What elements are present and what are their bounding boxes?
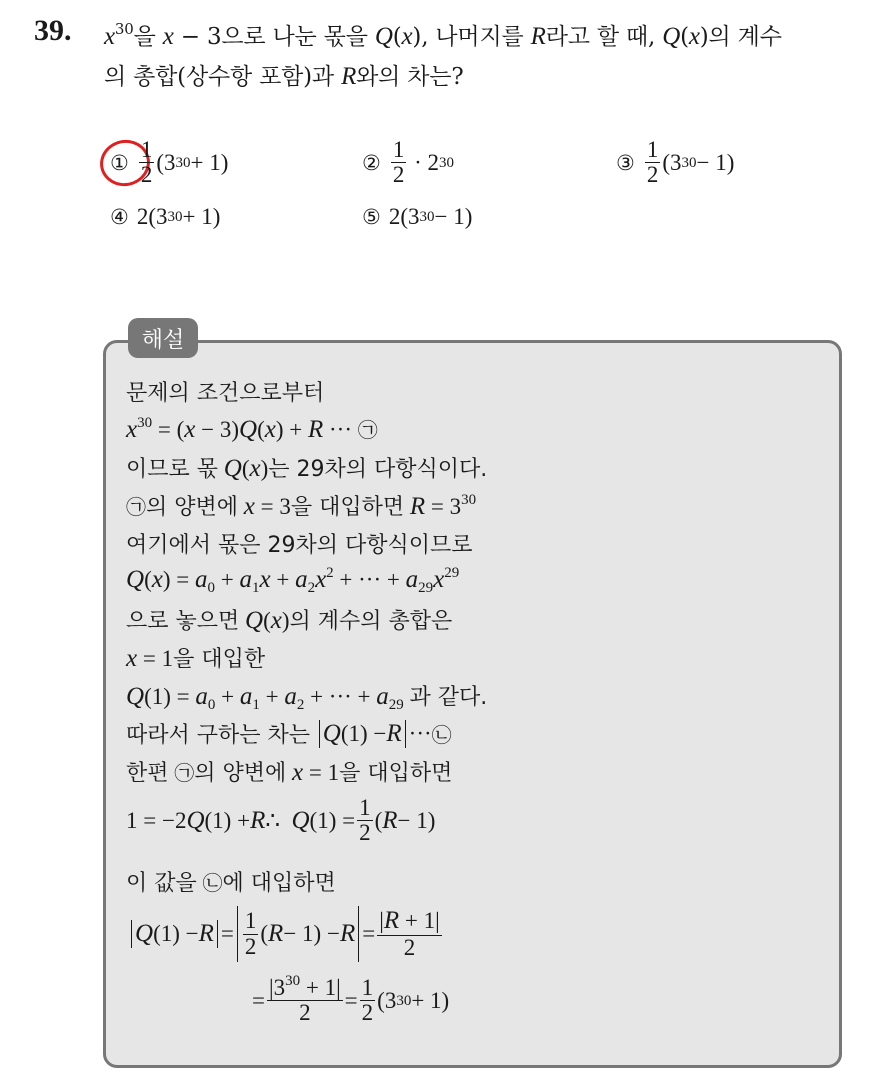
solution-line-11: 한편 ㉠의 양변에 x = 1을 대입하면 bbox=[126, 759, 453, 786]
choice-3[interactable]: ③ $\frac{1}{2}$ (3 30 − 1) bbox=[616, 137, 735, 188]
question-line-2: 의 총합(상수항 포함)과 R와의 차는? bbox=[104, 63, 464, 90]
solution-line-6: $Q(x) = a_0 + a_1x + a_2x^2$ + ··· + $a_{29}x^{29}$ bbox=[126, 565, 460, 596]
question-number: 39. bbox=[34, 14, 72, 47]
solution-line-9: $Q(1) = a_0 + a_1 + a_2$ + ··· + $a_{29}$ 과 같다. bbox=[126, 683, 488, 713]
solution-line-13: 이 값을 ㉡에 대입하면 bbox=[126, 871, 336, 896]
solution-line-7: 으로 놓으면 Q(x)의 계수의 총합은 bbox=[126, 607, 453, 634]
solution-line-4: ㉠의 양변에 x = 3을 대입하면 $R = 3^{30}$ bbox=[126, 492, 477, 520]
choice-2[interactable]: ② $\frac{1}{2}$ · 2 30 bbox=[362, 137, 454, 188]
solution-line-14: Q (1) − R = $\frac{1}{2}$ ( R − 1) − R = $\frac{|R + 1|}{2}$ bbox=[128, 906, 444, 962]
choice-5[interactable]: ⑤ 2(3 30 − 1) bbox=[362, 204, 473, 229]
solution-line-2: $x^{30} = (x - 3)Q(x) + R$ ··· ㉠ bbox=[126, 415, 378, 443]
solution-line-8: x = 1을 대입한 bbox=[126, 645, 266, 672]
choice-4[interactable]: ④ 2(3 30 + 1) bbox=[110, 204, 221, 229]
choice-1[interactable]: ① $\frac{1}{2}$ (3 30 + 1) bbox=[110, 137, 229, 188]
solution-line-10: 따라서 구하는 차는 Q (1) − R ··· ㉡ bbox=[126, 719, 452, 748]
solution-line-3: 이므로 몫 Q(x)는 29차의 다항식이다. bbox=[126, 455, 488, 482]
solution-tag: 해설 bbox=[128, 318, 198, 358]
question-line-1: $x^{30}$을 x − 3으로 나눈 몫을 Q(x), 나머지를 R라고 할 때, Q(x)의 계수 bbox=[104, 20, 782, 50]
solution-line-15: = $\frac{|3^{30} + 1|}{2}$ = $\frac{1}{2}$ (3 30 + 1) bbox=[252, 973, 450, 1026]
solution-line-5: 여기에서 몫은 29차의 다항식이므로 bbox=[126, 533, 473, 558]
solution-line-1: 문제의 조건으로부터 bbox=[126, 381, 325, 406]
solution-line-12: 1 = −2 Q (1) + R ∴ Q (1) = $\frac{1}{2}$ ( R − 1) bbox=[126, 795, 436, 846]
